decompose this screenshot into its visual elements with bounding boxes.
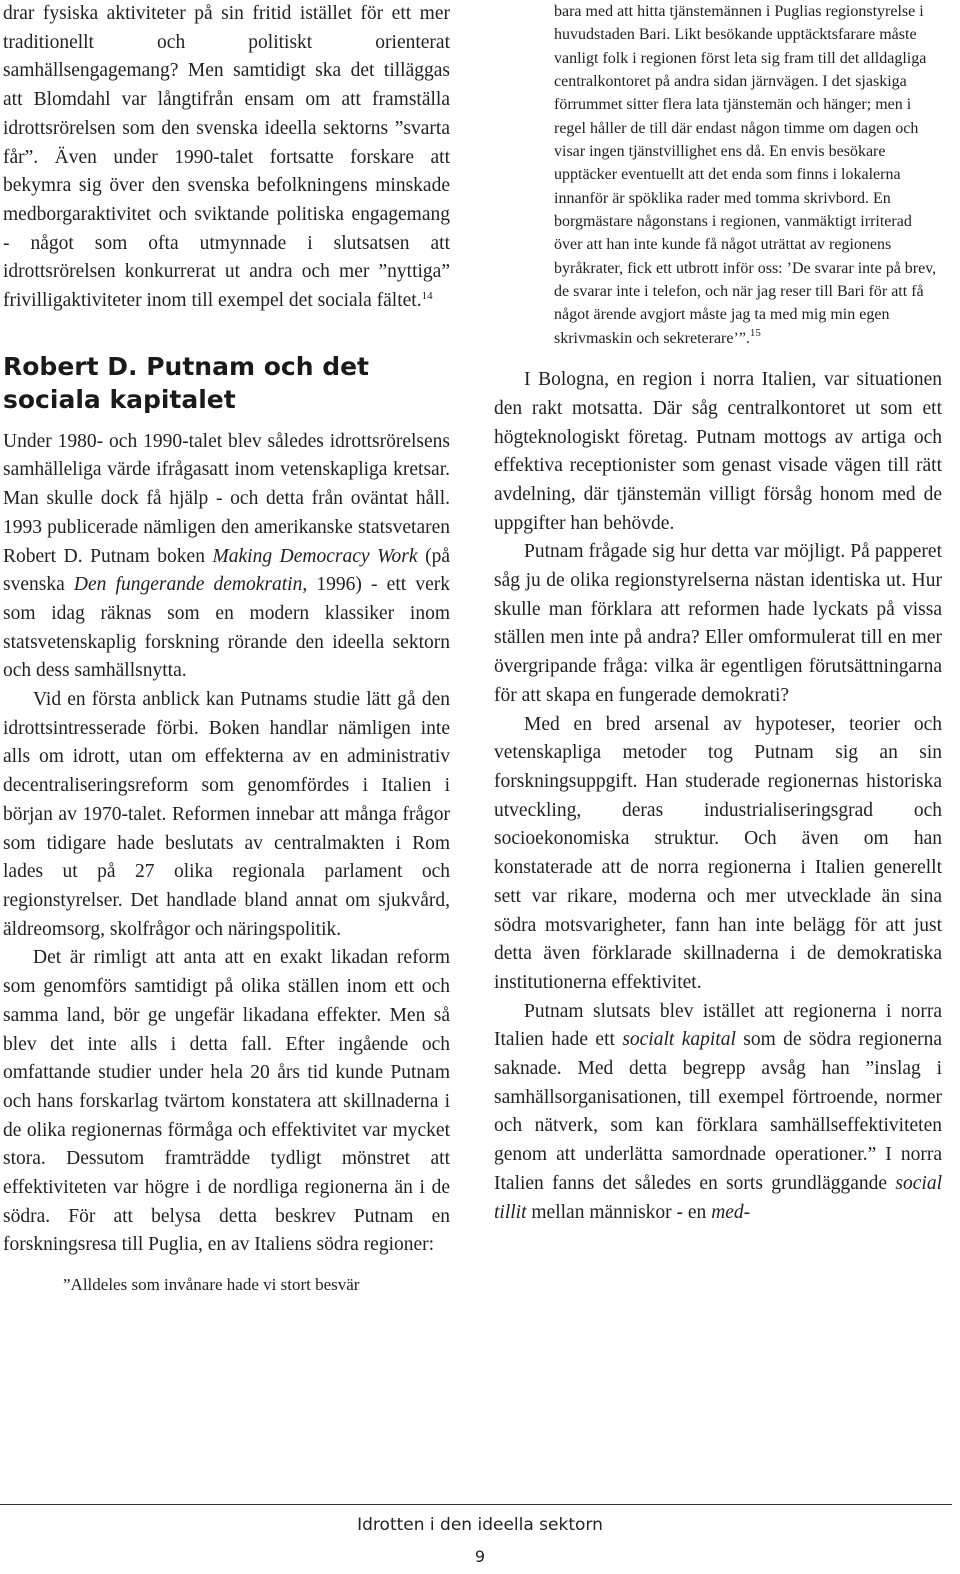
section-heading: Robert D. Putnam och det sociala kapitalet <box>3 351 370 414</box>
body-paragraph-method: Med en bred arsenal av hypoteser, teorier och vetenskapliga metoder tog Putnam sig an sin forskningsuppgift. Han studerade regionernas historiska utveckling, deras industrialiseringsgrad och socioekonomiska struktur. Och även om han konstaterade att de norra regionerna i Italien generellt sett var rikare, moderna och mer utvecklade än sina södra motsvarigheter, fann han inte belägg för att just detta även förklarade skillnaderna i de demokratiska institutionerna effektivitet. <box>494 713 942 993</box>
right-column <box>494 0 942 1227</box>
body-paragraph-2: Vid en första anblick kan Putnams studie lätt gå den idrottsintresserade förbi. Boken handlar nämligen inte alls om idrott, utan om effekterna av en administrativ decentraliseringsreform som genomfördes i Italien i början av 1970-talet. Reformen innebar att många frågor som tidigare hade beslutats av centralmakten i Rom lades ut på 27 olika regionala parlament och regionstyrelser. Det handlade bland annat om sjukvård, äldreomsorg, skolfrågor och näringspolitik. <box>3 689 450 940</box>
term-social-capital: socialt kapital <box>622 1029 736 1051</box>
body-paragraph-question: Putnam frågade sig hur detta var möjligt. På papperet såg ju de olika regionstyrelserna nästan identiska ut. Hur skulle man förklara att reformen hade lyckats på vissa ställen men inte på andra? Eller omformulerat till en mer övergripande fråga: vilka är egentligen förutsättningarna för att skapa en fungerade demokrati? <box>494 541 942 706</box>
body-paragraph-1: Under 1980- och 1990-talet blev således idrottsrörelsens samhälleliga värde ifrågasatt inom vetenskapliga kretsar. Man skulle dock få hjälp - och detta från oväntat håll. 1993 publicerade nämligen den amerikanske statsvetaren Robert D. Putnam boken Making Democracy Work (på svenska Den fungerande demokratin, 1996) - ett verk som idag räknas som en modern klassiker inom statsvetenskaplig forskning rörande den ideella sektorn och dess samhällsnytta. <box>3 430 450 682</box>
quote-start: ”Alldeles som invånare hade vi stort besvär <box>63 1275 360 1295</box>
block-quote <box>494 0 942 350</box>
page-number: 9 <box>474 1547 486 1566</box>
body-paragraph-3: Det är rimligt att anta att en exakt likadan reform som genomförs samtidigt på olika ställen inom ett och samma land, bör ge ungefär likadana effekter. Men så blev det inte alls i detta fall. Efter ingående och omfattande studier under hela 20 års tid kunde Putnam och hans forskarlag tvärtom konstatera att skillnaderna i de olika regionernas förmåga och effektivitet var mycket stora. Dessutom framträdde tydligt mönstret att effektiviteten var högre i de nordliga regionerna än i de södra. För att belysa detta beskrev Putnam en forskningsresa till Puglia, en av Italiens södra regioner: <box>3 947 450 1256</box>
book-title-english: Making Democracy Work <box>212 545 418 567</box>
book-title-swedish: Den fungerande demokratin <box>73 574 303 596</box>
footnote-ref-14: 14 <box>421 290 433 303</box>
footer-divider <box>0 1504 952 1505</box>
quote-continuation: bara med att hitta tjänstemännen i Puglias regionstyrelse i huvudstaden Bari. Likt besökande upptäcktsfarare måste vanligt folk i regionen först leta sig fram till det alldagliga centralkontoret på andra sidan järnvägen. I det sjaskiga förrummet sitter flera lata tjänstemän och hänger; men i regel håller de till där endast någon timme om dagen och visar ingen tjänstvillighet ens då. En envis besökare upptäcker eventuellt att det enda som finns i lokalerna innanför är spöklika rader med tomma skrivbord. En borgmästare någonstans i regionen, vanmäktigt irriterad över att han inte kunde få något uträttat av regionens byråkrater, fick ett utbrott inför oss: ’De svarar inte på brev, de svarar inte i telefon, och när jag reser till Bari för att få något ärende avgjort måste jag ta med mig min egen skrivmaskin och sekreterare’”.$^{15}$ <box>554 3 937 347</box>
left-column <box>3 0 450 1298</box>
body-paragraph-conclusion: Putnam slutsats blev istället att regionerna i norra Italien hade ett socialt kapital som de södra regionerna saknade. Med detta begrepp avsåg han ”inslag i samhällsorganisationen, till exempel förtroende, normer och nätverk, som kan förklara samhällseffektiviteten genom att underlätta samordnade operationer.” I norra Italien fanns det således en sorts grundläggande social tillit mellan människor - en med- <box>494 1000 942 1223</box>
running-footer-title: Idrotten i den ideella sektorn <box>357 1515 603 1535</box>
intro-paragraph: drar fysiska aktiviteter på sin fritid istället för ett mer traditionellt och politiskt orienterat samhällsengagemang? Men samtidigt ska det tilläggas att Blomdahl var långtifrån ensam om att framställa idrottsrörelsen som den svenska ideella sektorns ”svarta får”. Även under 1990-talet fortsatte forskare att bekymra sig över den svenska befolkningens minskade medborgaraktivitet och sviktande politiska engagemang - något som ofta utmynnade i slutsatsen att idrottsrörelsen konkurrerat ut andra och mer ”nyttiga” frivilligaktiviteter inom till exempel det sociala fältet.$^{14}$ <box>3 3 450 312</box>
body-paragraph-bologna: I Bologna, en region i norra Italien, var situationen den rakt motsatta. Där såg centralkontoret ut som ett högteknologiskt företag. Putnam mottogs av artiga och effektiva receptionister som genast visade vägen till rätt avdelning, där tjänstemän villigt försåg honom med de uppgifter han behövde. <box>494 369 942 534</box>
footnote-ref-15: 15 <box>749 326 761 339</box>
term-social-trust: social tillit <box>494 1172 942 1223</box>
